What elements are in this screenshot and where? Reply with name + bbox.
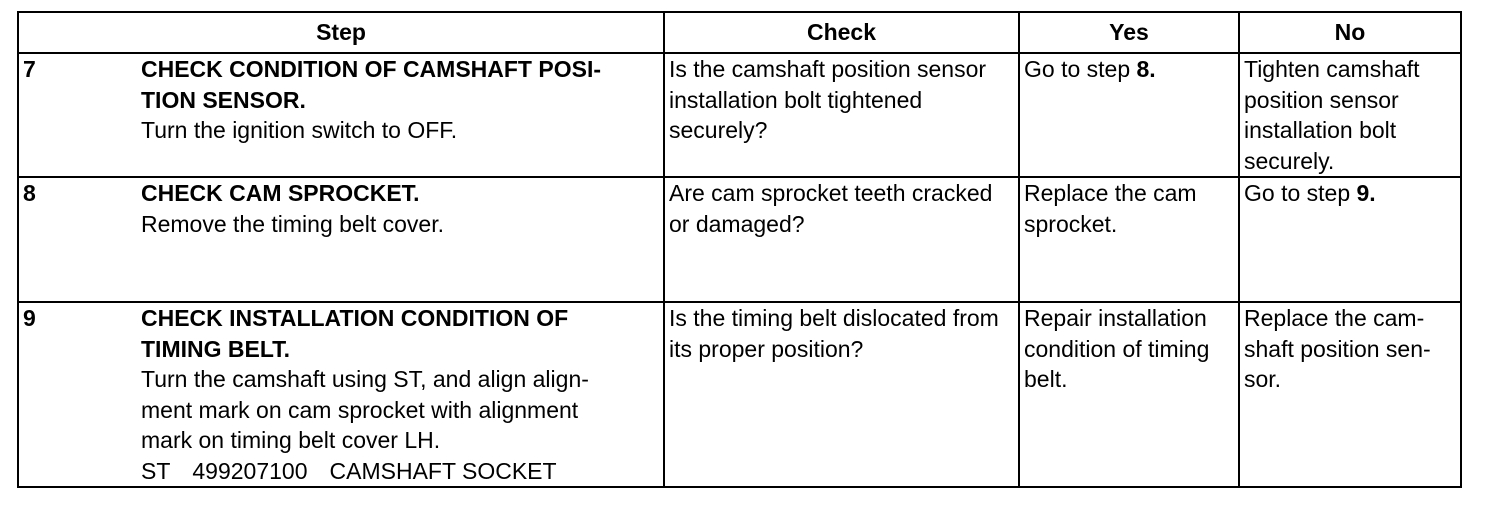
step-title-line: TIMING BELT. <box>141 335 291 362</box>
special-tool-part-number: 499207100 <box>192 457 308 484</box>
table-row <box>18 53 1461 177</box>
diagnostic-table <box>17 11 1462 488</box>
step-description <box>141 177 664 302</box>
step-title-line: CHECK CAM SPROCKET. <box>141 180 420 206</box>
header-check: Check <box>664 12 1019 53</box>
no-text: Go to step <box>1244 180 1357 206</box>
header-no: No <box>1239 12 1461 53</box>
step-title-line: CHECK INSTALLATION CONDITION OF <box>141 305 569 331</box>
step-instruction-line: ment mark on cam sprocket with alignment <box>141 396 579 423</box>
step-instruction-line: Turn the camshaft using ST, and align align- <box>141 366 589 392</box>
yes-cell: Replace the cam sprocket. <box>1019 177 1239 302</box>
step-instruction-line: Turn the ignition switch to OFF. <box>141 117 458 143</box>
special-tool-line <box>141 456 659 487</box>
no-text-line: sor. <box>1244 366 1282 392</box>
table-row <box>18 177 1461 302</box>
yes-cell: Repair installation condition of timing belt. <box>1019 302 1239 487</box>
step-number: 7 <box>18 53 141 177</box>
yes-step-ref: 8. <box>1136 56 1156 82</box>
no-cell: Tighten camshaft position sensor installation bolt securely. <box>1239 53 1461 177</box>
step-number: 8 <box>18 177 141 302</box>
step-description <box>141 302 664 487</box>
special-tool-name: CAMSHAFT SOCKET <box>329 457 557 484</box>
special-tool-label: ST <box>141 457 171 484</box>
step-title-line: TION SENSOR. <box>141 86 306 113</box>
header-row <box>18 12 1461 53</box>
no-step-ref: 9. <box>1356 180 1376 206</box>
yes-text: Go to step <box>1024 56 1137 82</box>
yes-cell <box>1019 53 1239 177</box>
no-cell <box>1239 302 1461 487</box>
check-cell: Is the camshaft position sensor installation bolt tightened securely? <box>664 53 1019 177</box>
no-text-line: shaft position sen- <box>1244 335 1431 362</box>
step-number: 9 <box>18 302 141 487</box>
no-text-line: Replace the cam- <box>1244 305 1425 331</box>
step-instruction-line: Remove the timing belt cover. <box>141 210 444 237</box>
no-cell <box>1239 177 1461 302</box>
header-yes: Yes <box>1019 12 1239 53</box>
table-row <box>18 302 1461 487</box>
step-title-line: CHECK CONDITION OF CAMSHAFT POSI- <box>141 56 601 82</box>
check-cell: Are cam sprocket teeth cracked or damaged? <box>664 177 1019 302</box>
step-instruction-line: mark on timing belt cover LH. <box>141 427 441 453</box>
header-step: Step <box>18 12 664 53</box>
step-description <box>141 53 664 177</box>
check-cell: Is the timing belt dislocated from its proper position? <box>664 302 1019 487</box>
